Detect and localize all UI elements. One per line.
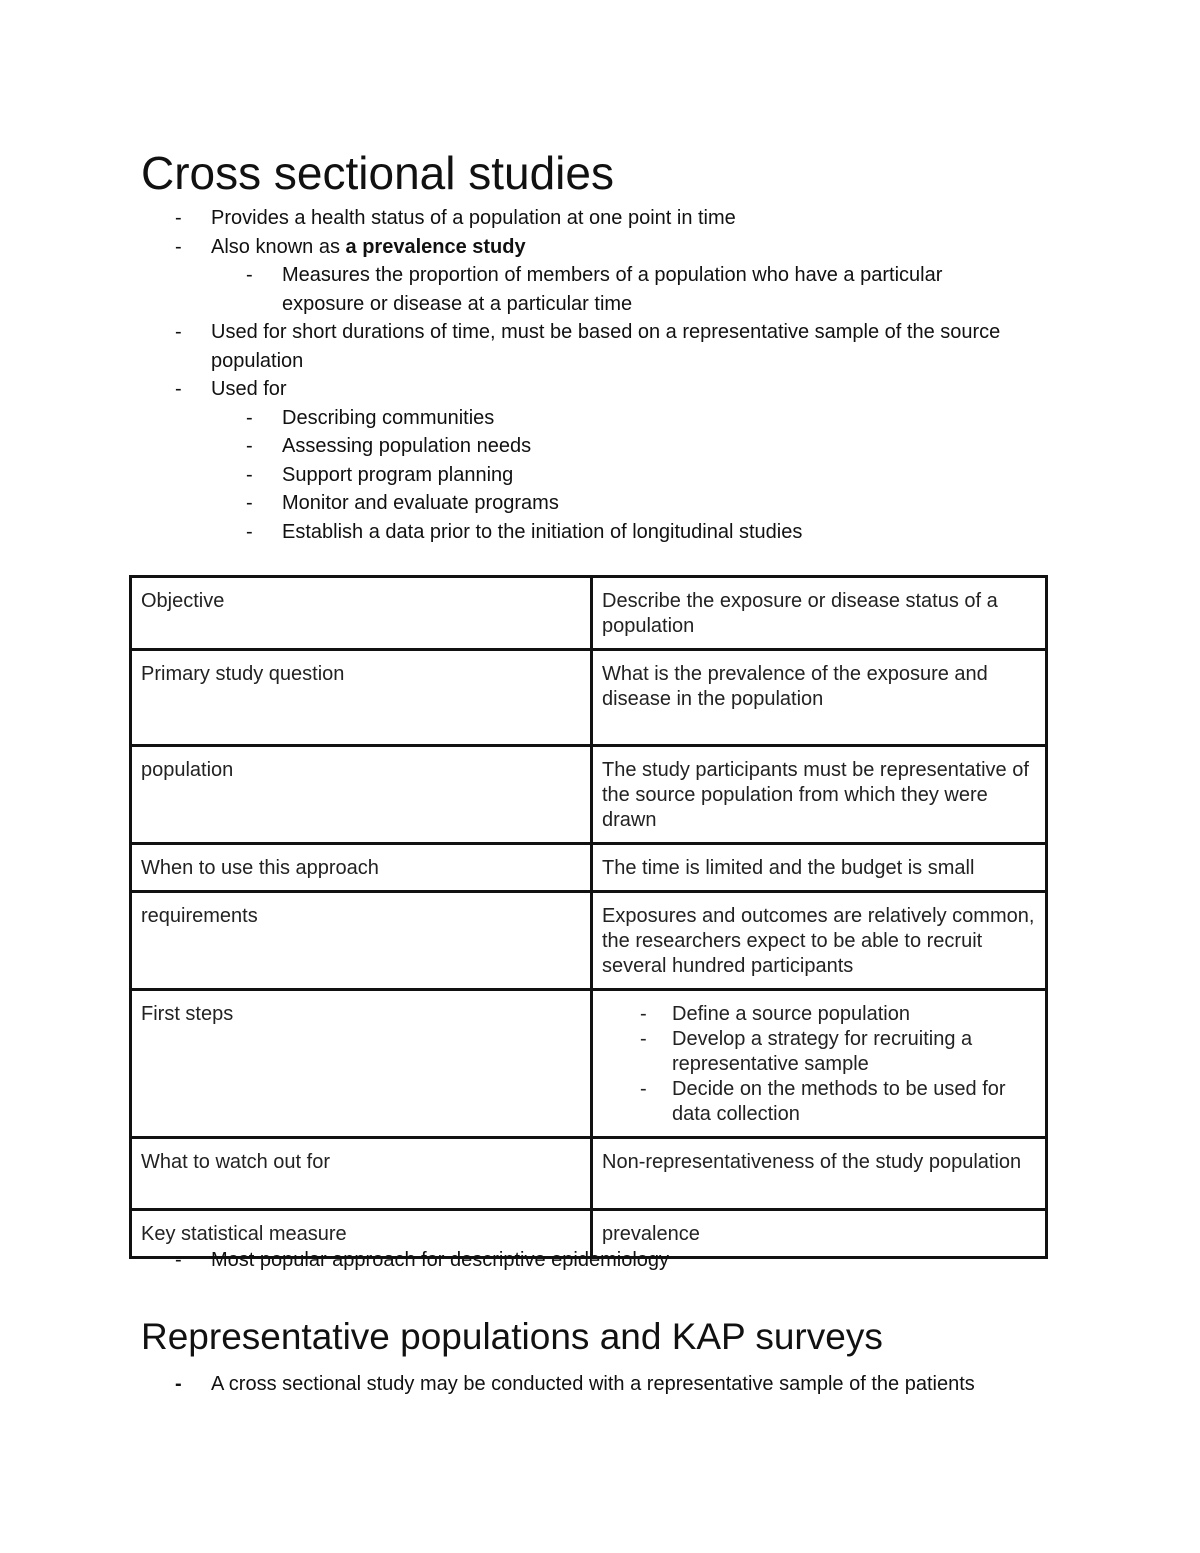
row-value: The time is limited and the budget is small	[592, 844, 1047, 892]
row-label: What to watch out for	[131, 1138, 592, 1210]
dash-marker: -	[246, 406, 253, 429]
section-title-representative-populations: Representative populations and KAP surveys	[141, 1316, 883, 1357]
row-label: When to use this approach	[131, 844, 592, 892]
step-text: Develop a strategy for recruiting a representative sample	[672, 1028, 973, 1075]
dash-marker: -	[175, 378, 182, 400]
table-row	[131, 892, 1047, 990]
list-item	[0, 1370, 1200, 1399]
row-value: Describe the exposure or disease status of a population	[592, 577, 1047, 650]
dash-marker: -	[175, 1373, 182, 1395]
bullet-text: A cross sectional study may be conducted with a representative sample of the patients	[211, 1373, 975, 1395]
bullet-list-cross-sectional	[0, 204, 1200, 546]
dash-marker: -	[175, 235, 182, 258]
list-item	[602, 1077, 1036, 1127]
row-label: population	[131, 746, 592, 844]
bullet-text: Provides a health status of a population at one point in time	[211, 207, 736, 229]
row-value: Non-representativeness of the study population	[592, 1138, 1047, 1210]
dash-marker: -	[246, 463, 253, 486]
table-row	[131, 577, 1047, 650]
table-row	[131, 746, 1047, 844]
bullet-text: Support program planning	[282, 463, 514, 486]
row-label: Key statistical measure	[131, 1210, 592, 1258]
row-label: Primary study question	[131, 650, 592, 746]
dash-marker: -	[246, 520, 253, 543]
bullet-text: Measures the proportion of members of a population who have a particular exposure or disease at a particular time	[282, 264, 943, 315]
bullet-text: Establish a data prior to the initiation of longitudinal studies	[282, 520, 803, 543]
step-text: Decide on the methods to be used for data collection	[672, 1078, 1006, 1125]
dash-marker: -	[175, 207, 182, 229]
dash-marker: -	[640, 1078, 647, 1100]
bullet-list-kap	[0, 1370, 1200, 1399]
row-label: requirements	[131, 892, 592, 990]
bullet-text: Also known as	[211, 235, 346, 258]
table-row	[131, 650, 1047, 746]
row-value: prevalence	[592, 1210, 1047, 1258]
list-item	[0, 233, 1200, 262]
section-title-cross-sectional: Cross sectional studies	[141, 147, 614, 199]
bullet-text: Used for short durations of time, must be based on a representative sample of the source population	[211, 321, 1001, 372]
list-item	[0, 375, 1200, 404]
dash-marker: -	[640, 1028, 647, 1050]
list-item	[0, 204, 1200, 233]
list-item	[602, 1002, 1036, 1027]
dash-marker: -	[175, 1249, 182, 1271]
table-row	[131, 844, 1047, 892]
study-summary-table	[129, 575, 1048, 1259]
row-value: Exposures and outcomes are relatively common, the researchers expect to be able to recruit several hundred participants	[592, 892, 1047, 990]
bullet-text: Used for	[211, 378, 287, 400]
list-item	[0, 1246, 1200, 1275]
bullet-list-after-table	[0, 1246, 1200, 1275]
list-item	[0, 461, 1200, 490]
list-item	[0, 261, 1200, 318]
list-item	[602, 1027, 1036, 1077]
bullet-text: Most popular approach for descriptive epidemiology	[211, 1249, 670, 1271]
dash-marker: -	[246, 435, 253, 457]
dash-marker: -	[640, 1003, 647, 1025]
bullet-text: Assessing population needs	[282, 435, 532, 457]
table-row	[131, 990, 1047, 1138]
dash-marker: -	[246, 492, 253, 514]
step-text: Define a source population	[672, 1003, 910, 1025]
dash-marker: -	[246, 264, 253, 286]
list-item	[0, 518, 1200, 547]
row-label: First steps	[131, 990, 592, 1138]
bold-term: a prevalence study	[345, 235, 526, 258]
bullet-text: Monitor and evaluate programs	[282, 492, 559, 514]
list-item	[0, 404, 1200, 433]
row-value: What is the prevalence of the exposure and disease in the population	[592, 650, 1047, 746]
first-steps-list	[602, 1002, 1036, 1127]
list-item	[0, 318, 1200, 375]
row-label: Objective	[131, 577, 592, 650]
bullet-text: Describing communities	[282, 406, 495, 429]
table-row	[131, 1138, 1047, 1210]
list-item	[0, 489, 1200, 518]
row-value: The study participants must be representative of the source population from which they were drawn	[592, 746, 1047, 844]
list-item	[0, 432, 1200, 461]
row-value	[592, 990, 1047, 1138]
dash-marker: -	[175, 321, 182, 343]
